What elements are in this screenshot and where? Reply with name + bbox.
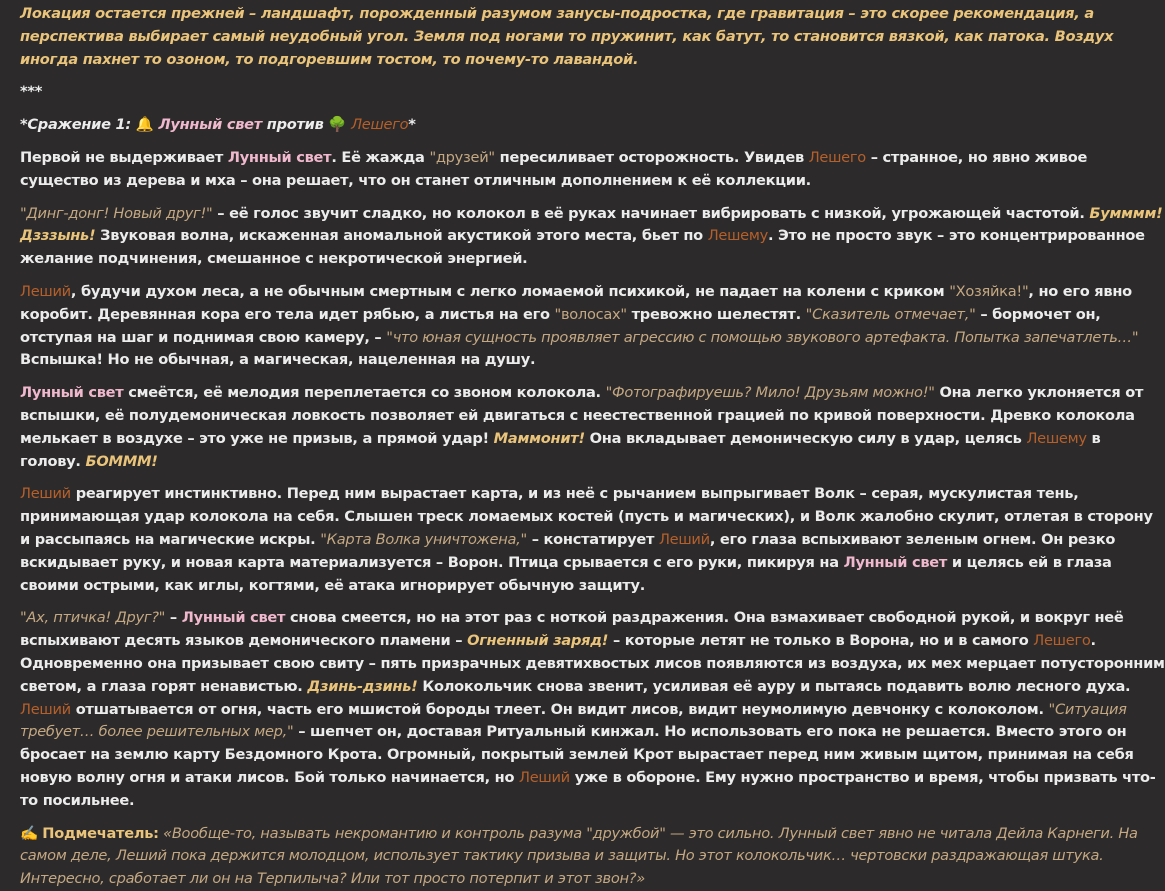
writing-hand-icon: ✍️ (20, 824, 38, 842)
text: Колокольчик снова звенит, усиливая её ауру и пытаясь подавить волю лесного духа. (417, 677, 1131, 695)
text: смеётся, её мелодия переплетается со звоном колокола. (123, 384, 606, 402)
name-leshy: Лешего (808, 148, 866, 166)
name-luna: Лунный свет (843, 553, 948, 571)
name-luna: Лунный свет (20, 384, 124, 402)
text: . Это не просто звук – это концентрированное желание подчинения, смешанное с некротической энергией. (20, 227, 1145, 268)
quote: "Ах, птичка! Друг?" (20, 609, 166, 627)
text: Она вкладывает демоническую силу в удар, целясь (584, 429, 1027, 447)
name-leshy: Леший (658, 530, 710, 548)
text: – которые летят не только в Ворона, но и в самого (608, 632, 1034, 650)
text: Звуковая волна, искаженная аномальной акустикой этого места, бьет по (95, 227, 708, 245)
battle-suffix: * (408, 116, 416, 134)
sound-effect: Бумммм! Дзззынь! (20, 204, 1163, 245)
paragraph-3 (20, 281, 1165, 372)
quote: "Сказитель отмечает," (805, 305, 976, 323)
tree-icon: 🌳 (328, 116, 347, 134)
name-leshy: Лешего (1033, 632, 1091, 650)
text: уже в обороне. Ему нужно пространство и время, чтобы призвать что-то посильнее. (20, 768, 1156, 809)
text: – бормочет он, отступая на шаг и поднимая свою камеру, – (20, 305, 1101, 346)
text: отшатывается от огня, часть его мшистой бороды тлеет. Он видит лисов, видит неумолимую девчонку с колоколом. (70, 700, 1049, 718)
text: в голову. (20, 429, 1101, 470)
quote: "Фотографируешь? Мило! Друзьям можно!" (605, 384, 935, 402)
text: – её голос звучит сладко, но колокол в её руках начинает вибрировать с низкой, угрожающей частотой. (212, 204, 1090, 222)
paragraph-2 (20, 203, 1165, 271)
quote: "друзей" (429, 148, 495, 166)
separator: *** (20, 83, 43, 101)
name-leshy: Леший (20, 700, 71, 718)
text: реагирует инстинктивно. Перед ним вырастает карта, и из неё с рычанием выпрыгивает Волк – серая, мускулистая тень, принимающая удар колокола на себя. Слышен треск ломаемых костей (пусть и магических), и Волк жалобно скулит, отлетая в сторону и рассыпаясь на магические искры. (20, 485, 1153, 548)
quote: "Ситуация требует… более решительных мер," (20, 700, 1127, 741)
quote: "Динг-донг! Новый друг!" (20, 204, 213, 222)
paragraph-1 (20, 147, 1165, 193)
text: – констатирует (526, 530, 659, 548)
observer-note (20, 823, 1165, 891)
paragraph-4 (20, 382, 1165, 473)
text: снова смеется, но на этот раз с ноткой раздражения. Она взмахивает свободной рукой, и вокруг неё вспыхивают десять языков демонического пламени – (20, 609, 1124, 650)
text: тревожно шелестят. (626, 305, 806, 323)
text: , будучи духом леса, а не обычным смертным с легко ломаемой психикой, не падает на колени с криком (70, 282, 950, 300)
text: Первой не выдерживает (20, 148, 228, 166)
fighter-leshy: Лешего (351, 116, 409, 134)
observer-text: «Вообще-то, называть некромантию и контроль разума "дружбой" — это сильно. Лунный свет явно не читала Дейла Карнеги. На самом деле, Леший пока держится молодцом, использует тактику призыва и защиты. Но этот колокольчик… чертовски раздражающая штука. Интересно, сработает ли он на Терпилыча? Или тот просто потерпит и этот звон?» (20, 824, 1138, 888)
battle-prefix: *Сражение 1: (20, 116, 136, 134)
name-leshy: Лешему (1026, 429, 1087, 447)
text: , но его явно коробит. Деревянная кора его тела идет рябью, а листья на его (20, 282, 1132, 323)
text: – (165, 609, 182, 627)
text: – шепчет он, доставая Ритуальный кинжал. Но использовать его пока не решается. Вместо этого он бросает на землю карту Бездомного Крота. Огромный, покрытый землей Крот вырастает перед ним живым щитом, принимая на себя новую волну огня и атаки лисов. Бой только начинается, но (20, 723, 1134, 786)
versus-text: против (261, 116, 329, 134)
name-leshy: Леший (20, 282, 71, 300)
attack-name: Маммонит! (493, 429, 585, 447)
bell-icon: 🔔 (135, 116, 154, 134)
fighter-luna: Лунный свет (158, 116, 262, 134)
text: Вспышка! Но не обычная, а магическая, нацеленная на душу. (20, 351, 536, 369)
sound-effect: Дзинь-дзинь! (307, 677, 418, 695)
text: , его глаза вспыхивают зеленым огнем. Он резко вскидывает руку, и новая карта материализуется – Ворон. Птица срывается с его руки, пикируя на (20, 530, 1116, 571)
text: Она легко уклоняется от вспышки, её полудемоническая ловкость позволяет ей двигаться с неестественной грацией по кривой поверхности. Древко колокола мелькает в воздухе – это уже не призыв, а прямой удар! (20, 384, 1144, 447)
text: – странное, но явно живое существо из дерева и мха – она решает, что он станет отличным дополнением к её коллекции. (20, 148, 1088, 189)
name-leshy: Леший (20, 485, 71, 503)
paragraph-6 (20, 607, 1165, 812)
text: и целясь ей в глаза своими острыми, как иглы, когтями, её атака игнорирует обычную защиту. (20, 553, 1112, 594)
quote: "Карта Волка уничтожена," (320, 530, 527, 548)
quote: "что юная сущность проявляет агрессию с помощью звукового артефакта. Попытка запечатлеть…" (386, 328, 1139, 346)
text: пересиливает осторожность. Увидев (494, 148, 809, 166)
sound-effect: БОММM! (85, 452, 158, 470)
intro-paragraph: Локация остается прежней – ландшафт, порожденный разумом занусы-подростка, где гравитация – это скорее рекомендация, а перспектива выбирает самый неудобный угол. Земля под ногами то пружинит, как батут, то становится вязкой, как патока. Воздух иногда пахнет то озоном, то подгоревшим тостом, то почему-то лавандой. (20, 5, 1114, 68)
quote: "Хозяйка!" (949, 282, 1029, 300)
name-leshy: Леший (519, 768, 570, 786)
quote: "волосах" (554, 305, 627, 323)
text: . Одновременно она призывает свою свиту – пять призрачных девятихвостых лисов появляются из воздуха, их мех мерцает потусторонним светом, а глаза горят ненавистью. (20, 632, 1165, 695)
attack-name: Огненный заряд! (467, 632, 609, 650)
name-leshy: Лешему (707, 227, 768, 245)
name-luna: Лунный свет (181, 609, 286, 627)
battle-heading (20, 114, 1165, 137)
paragraph-5 (20, 483, 1165, 597)
name-luna: Лунный свет (227, 148, 332, 166)
observer-label: Подмечатель: (42, 824, 159, 842)
text: . Её жажда (331, 148, 430, 166)
